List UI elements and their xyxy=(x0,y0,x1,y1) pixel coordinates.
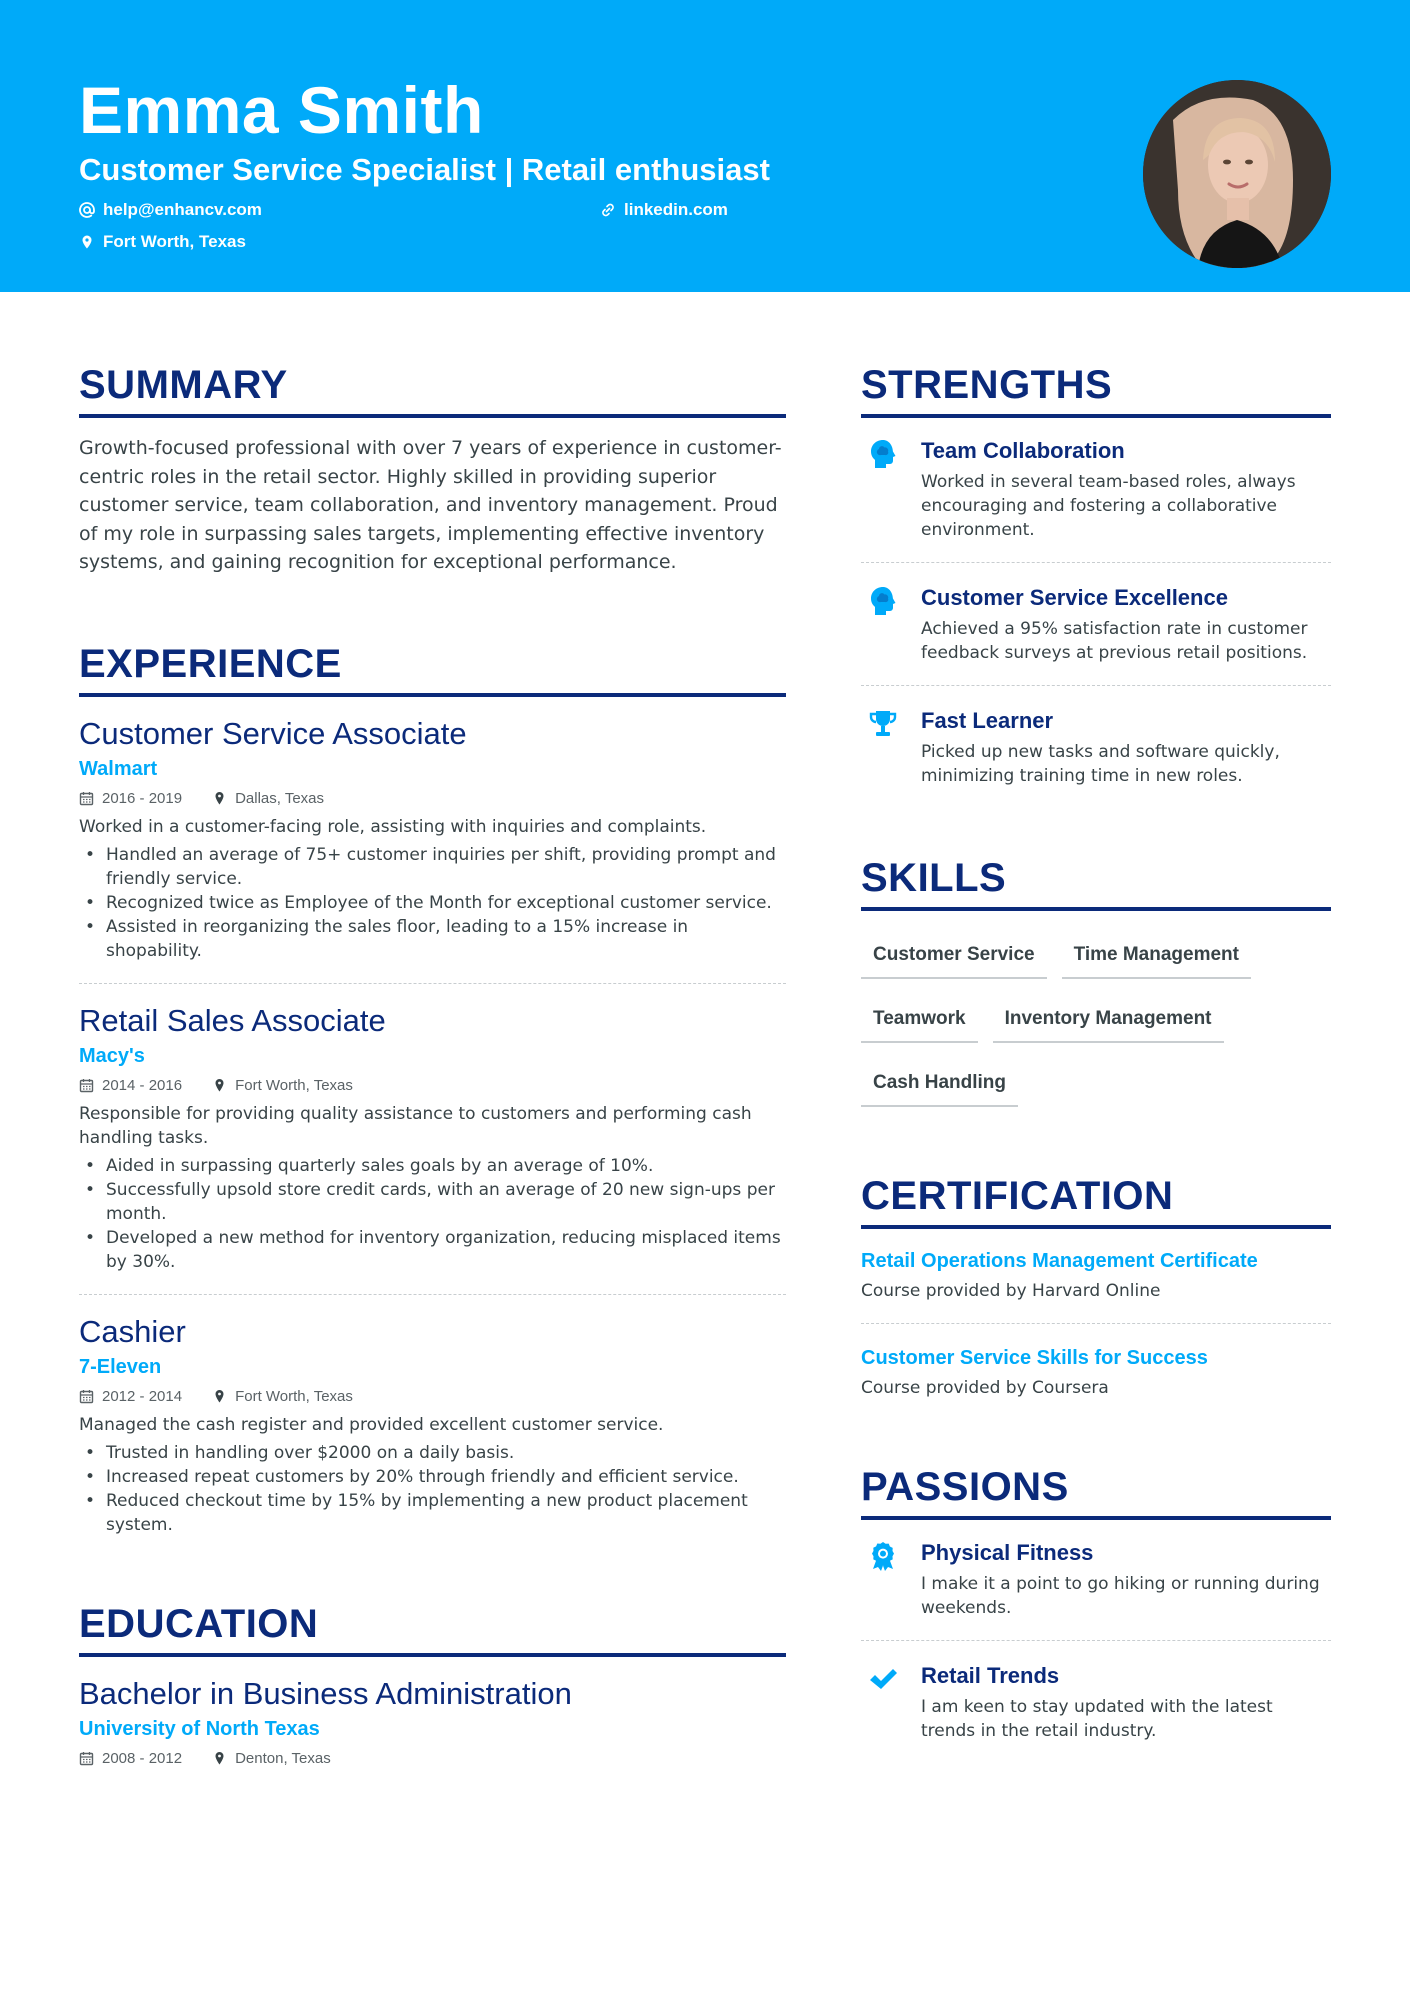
calendar-icon xyxy=(79,1078,94,1093)
skill-tag: Cash Handling xyxy=(861,1059,1018,1107)
job-dates: 2014 - 2016 xyxy=(102,1076,183,1094)
calendar-icon xyxy=(79,1389,94,1404)
summary-text: Growth-focused professional with over 7 years of experience in customer-centric roles in the retail sector. Highly skilled in providing superior customer service, team collaboration, and inventory management. Proud of my role in surpassing sales targets, implementing effective inventory systems, and gaining recognition for exceptional performance. xyxy=(79,437,782,573)
passion-item xyxy=(861,1641,1331,1763)
certification-section xyxy=(861,1171,1331,1420)
email-contact[interactable] xyxy=(79,199,262,221)
strength-item xyxy=(861,418,1331,563)
skills-section xyxy=(861,853,1331,1123)
checkmark-icon xyxy=(867,1663,899,1695)
job-dates: 2012 - 2014 xyxy=(102,1387,183,1405)
strength-item xyxy=(861,686,1331,808)
location-text: Fort Worth, Texas xyxy=(103,232,246,251)
passion-title: Physical Fitness xyxy=(921,1540,1094,1565)
passion-title: Retail Trends xyxy=(921,1663,1060,1688)
linkedin-contact[interactable] xyxy=(600,199,728,221)
experience-item xyxy=(79,1002,786,1295)
map-pin-icon xyxy=(212,1389,227,1404)
job-bullet: • Developed a new method for inventory organization, reducing misplaced items by 30%. xyxy=(79,1226,786,1274)
job-title: Customer Service Associate xyxy=(79,715,467,751)
job-description: Managed the cash register and provided excellent customer service. xyxy=(79,1414,664,1435)
job-description: Worked in a customer-facing role, assisting with inquiries and complaints. xyxy=(79,816,707,837)
job-bullet: • Reduced checkout time by 15% by implementing a new product placement system. xyxy=(79,1489,786,1537)
job-title: Cashier xyxy=(79,1313,186,1349)
link-icon xyxy=(600,202,616,218)
passion-item xyxy=(861,1520,1331,1641)
head-icon xyxy=(867,438,899,470)
education-location: Denton, Texas xyxy=(235,1749,331,1767)
profile-photo xyxy=(1143,80,1331,268)
strengths-section xyxy=(861,360,1331,808)
skills-heading: SKILLS xyxy=(861,853,1331,911)
map-pin-icon xyxy=(212,1078,227,1093)
skill-tag: Time Management xyxy=(1062,931,1251,979)
passions-section xyxy=(861,1462,1331,1763)
job-bullet: • Handled an average of 75+ customer inquiries per shift, providing prompt and friendly service. xyxy=(79,843,786,891)
education-item xyxy=(79,1675,786,1789)
certification-title[interactable]: Customer Service Skills for Success xyxy=(861,1347,1208,1369)
education-meta xyxy=(79,1749,786,1769)
candidate-name: Emma Smith xyxy=(79,73,484,147)
strength-item xyxy=(861,563,1331,686)
map-pin-icon xyxy=(212,791,227,806)
school-name: University of North Texas xyxy=(79,1717,320,1740)
email-text[interactable]: help@enhancv.com xyxy=(103,200,262,219)
job-meta xyxy=(79,1387,786,1407)
calendar-icon xyxy=(79,791,94,806)
head-icon xyxy=(867,585,899,617)
skills-list xyxy=(861,931,1331,1123)
skill-tag: Customer Service xyxy=(861,931,1047,979)
experience-item xyxy=(79,715,786,984)
strength-title: Customer Service Excellence xyxy=(921,585,1228,610)
company-name: Macy's xyxy=(79,1044,145,1067)
linkedin-text[interactable]: linkedin.com xyxy=(624,200,728,219)
certification-item xyxy=(861,1324,1331,1420)
passion-description: I make it a point to go hiking or running during weekends. xyxy=(921,1574,1320,1618)
job-bullet: • Successfully upsold store credit cards, with an average of 20 new sign-ups per month. xyxy=(79,1178,786,1226)
certification-title[interactable]: Retail Operations Management Certificate xyxy=(861,1250,1258,1272)
portrait-image xyxy=(1143,80,1331,268)
map-pin-icon xyxy=(212,1751,227,1766)
job-bullet: • Trusted in handling over $2000 on a daily basis. xyxy=(79,1441,786,1465)
experience-item xyxy=(79,1313,786,1557)
certification-item xyxy=(861,1229,1331,1324)
certification-description: Course provided by Harvard Online xyxy=(861,1281,1161,1301)
degree-title: Bachelor in Business Administration xyxy=(79,1675,572,1711)
award-ribbon-icon xyxy=(867,1540,899,1572)
job-title: Retail Sales Associate xyxy=(79,1002,386,1038)
job-location: Fort Worth, Texas xyxy=(235,1387,353,1405)
summary-section xyxy=(79,360,786,577)
strength-description: Worked in several team-based roles, always encouraging and fostering a collaborative environment. xyxy=(921,472,1296,540)
job-bullet: • Assisted in reorganizing the sales floor, leading to a 15% increase in shopability. xyxy=(79,915,786,963)
resume-header xyxy=(0,0,1410,292)
strength-title: Fast Learner xyxy=(921,708,1054,733)
experience-heading: EXPERIENCE xyxy=(79,639,786,697)
experience-section xyxy=(79,639,786,1557)
job-bullet: • Aided in surpassing quarterly sales goals by an average of 10%. xyxy=(79,1154,786,1178)
education-dates: 2008 - 2012 xyxy=(102,1749,183,1767)
job-bullets xyxy=(79,843,786,963)
job-description: Responsible for providing quality assistance to customers and performing cash handling tasks. xyxy=(79,1103,752,1148)
map-pin-icon xyxy=(79,234,95,250)
job-location: Dallas, Texas xyxy=(235,789,325,807)
strengths-heading: STRENGTHS xyxy=(861,360,1331,418)
at-sign-icon xyxy=(79,202,95,218)
summary-heading: SUMMARY xyxy=(79,360,786,418)
job-meta xyxy=(79,1076,786,1096)
company-name: 7-Eleven xyxy=(79,1355,162,1378)
calendar-icon xyxy=(79,1751,94,1766)
left-column xyxy=(79,360,786,1789)
job-dates: 2016 - 2019 xyxy=(102,789,183,807)
job-bullet: • Increased repeat customers by 20% through friendly and efficient service. xyxy=(79,1465,786,1489)
strength-description: Picked up new tasks and software quickly, minimizing training time in new roles. xyxy=(921,742,1280,786)
job-meta xyxy=(79,789,786,809)
trophy-icon xyxy=(867,708,899,740)
job-bullet: • Recognized twice as Employee of the Month for exceptional customer service. xyxy=(79,891,786,915)
location-contact xyxy=(79,231,246,253)
strength-description: Achieved a 95% satisfaction rate in customer feedback surveys at previous retail positions. xyxy=(921,619,1308,663)
certification-description: Course provided by Coursera xyxy=(861,1378,1109,1398)
job-bullets xyxy=(79,1154,786,1274)
passions-heading: PASSIONS xyxy=(861,1462,1331,1520)
education-heading: EDUCATION xyxy=(79,1599,786,1657)
company-name: Walmart xyxy=(79,757,158,780)
job-location: Fort Worth, Texas xyxy=(235,1076,353,1094)
job-bullets xyxy=(79,1441,786,1537)
skill-tag: Teamwork xyxy=(861,995,978,1043)
education-section xyxy=(79,1599,786,1789)
candidate-title: Customer Service Specialist | Retail enthusiast xyxy=(79,152,770,187)
strength-title: Team Collaboration xyxy=(921,438,1125,463)
passion-description: I am keen to stay updated with the latest trends in the retail industry. xyxy=(921,1697,1273,1741)
certification-heading: CERTIFICATION xyxy=(861,1171,1331,1229)
skill-tag: Inventory Management xyxy=(993,995,1224,1043)
right-column xyxy=(861,360,1331,1763)
